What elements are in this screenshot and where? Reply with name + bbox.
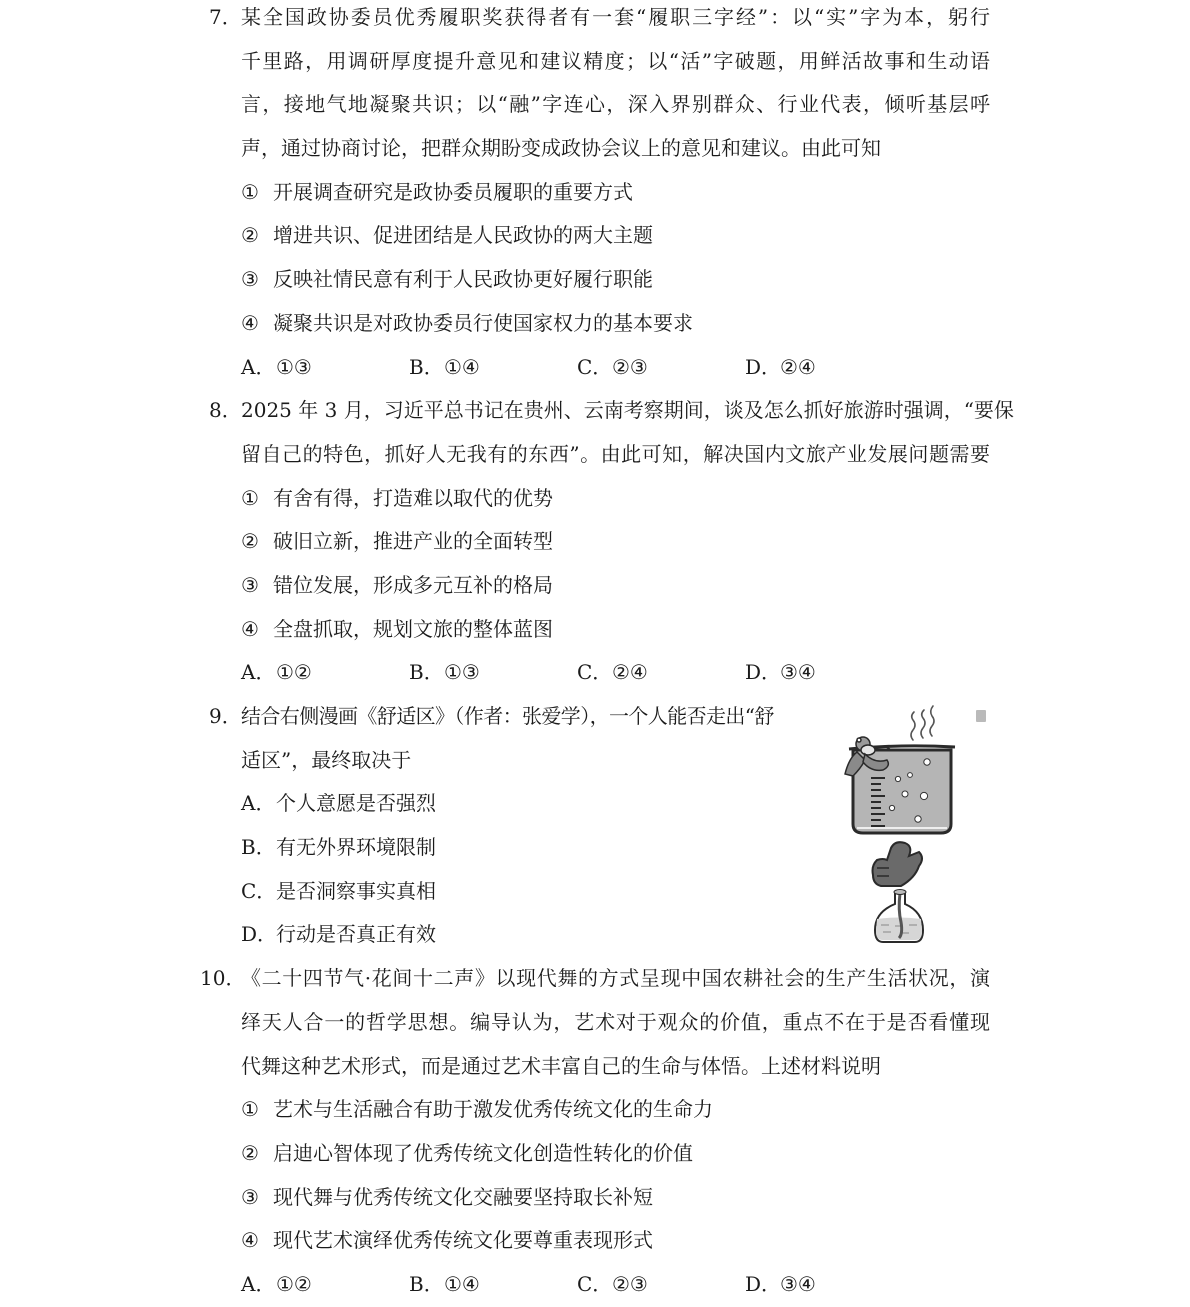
- choice-label: C．: [577, 1271, 613, 1296]
- oil-lamp-flask-icon: [875, 890, 923, 943]
- statement-text: 艺术与生活融合有助于激发优秀传统文化的生命力: [273, 1097, 713, 1122]
- statement-item: [0, 214, 1190, 258]
- statement-text: 错位发展，形成多元互补的格局: [273, 572, 553, 597]
- statement-text: 开展调查研究是政协委员履职的重要方式: [273, 179, 633, 204]
- choice-label: B．: [409, 660, 444, 685]
- stem-text: 绎天人合一的哲学思想。编导认为，艺术对于观众的价值，重点不在于是否看懂现: [241, 1009, 990, 1034]
- choice-b[interactable]: [409, 346, 480, 390]
- choice-b[interactable]: [409, 1263, 480, 1307]
- statement-item: [0, 564, 1190, 608]
- choice-value: ③④: [780, 660, 816, 685]
- choice-d[interactable]: [745, 1263, 816, 1307]
- statement-text: 现代舞与优秀传统文化交融要坚持取长补短: [273, 1184, 653, 1209]
- circled-number-2: ②: [241, 1140, 259, 1165]
- steam-icon: [911, 706, 934, 740]
- statement-item: [0, 1176, 1190, 1220]
- question-number: 8．: [209, 398, 242, 423]
- question-stem-line: [0, 1001, 1190, 1045]
- circled-number-3: ③: [241, 572, 259, 597]
- choice-label: B．: [241, 835, 276, 860]
- choice-text: 有无外界环境限制: [276, 835, 436, 860]
- question-stem-line: [0, 40, 1190, 84]
- choice-value: ①③: [276, 354, 312, 379]
- choice-value: ②③: [612, 1271, 648, 1296]
- choice-a[interactable]: [241, 346, 312, 390]
- choice-label: B．: [409, 1271, 444, 1296]
- choice-value: ③④: [780, 1271, 816, 1296]
- stem-text: 声，通过协商讨论，把群众期盼变成政协会议上的意见和建议。由此可知: [241, 136, 881, 161]
- choice-text: 是否洞察事实真相: [276, 878, 436, 903]
- choice-value: ①②: [276, 1271, 312, 1296]
- choice-c[interactable]: [577, 346, 648, 390]
- choice-label: A．: [241, 1271, 276, 1296]
- answer-choices: [0, 1263, 1190, 1307]
- thumbs-up-icon: [873, 842, 923, 886]
- statement-item: [0, 171, 1190, 215]
- choice-a[interactable]: [241, 1263, 312, 1307]
- statement-text: 现代艺术演绎优秀传统文化要尊重表现形式: [273, 1228, 653, 1253]
- question-stem-line: [0, 127, 1190, 171]
- statement-item: [0, 302, 1190, 346]
- circled-number-1: ①: [241, 485, 259, 510]
- question-7: [0, 0, 1190, 389]
- statement-text: 凝聚共识是对政协委员行使国家权力的基本要求: [273, 310, 693, 335]
- statement-text: 全盘抓取，规划文旅的整体蓝图: [273, 616, 553, 641]
- choice-d[interactable]: [745, 651, 816, 695]
- statement-item: [0, 1088, 1190, 1132]
- question-stem-line: [0, 389, 1190, 433]
- circled-number-1: ①: [241, 1097, 259, 1122]
- question-9: [0, 695, 1190, 957]
- question-stem-line: [0, 957, 1190, 1001]
- statement-text: 反映社情民意有利于人民政协更好履行职能: [273, 267, 653, 292]
- stem-text: 《二十四节气·花间十二声》以现代舞的方式呈现中国农耕社会的生产生活状况，演: [241, 966, 990, 991]
- scan-mark-icon: [976, 710, 986, 722]
- question-number: 10．: [200, 966, 246, 991]
- stem-text: 千里路，用调研厚度提升意见和建议精度；以“活”字破题，用鲜活故事和生动语: [241, 48, 990, 73]
- circled-number-3: ③: [241, 1184, 259, 1209]
- choice-label: A．: [241, 660, 276, 685]
- choice-value: ①③: [444, 660, 480, 685]
- choice-label: D．: [745, 354, 782, 379]
- question-stem-line: [0, 0, 1190, 40]
- answer-choices: [0, 651, 1190, 695]
- question-stem-line: [0, 739, 1190, 783]
- circled-number-2: ②: [241, 529, 259, 554]
- choice-value: ②④: [612, 660, 648, 685]
- statement-item: [0, 477, 1190, 521]
- statement-item: [0, 1132, 1190, 1176]
- choice-label: C．: [577, 660, 613, 685]
- choice-b[interactable]: [409, 651, 480, 695]
- statement-item: [0, 608, 1190, 652]
- statement-item: [0, 258, 1190, 302]
- choice-value: ①②: [276, 660, 312, 685]
- stem-text: 留自己的特色，抓好人无我有的东西”。由此可知，解决国内文旅产业发展问题需要: [241, 441, 990, 466]
- stem-text: 言，接地气地凝聚共识；以“融”字连心，深入界别群众、行业代表，倾听基层呼: [241, 92, 990, 117]
- choice-label: C．: [241, 878, 277, 903]
- choice-value: ①④: [444, 354, 480, 379]
- stem-text: 2025 年 3 月，习近平总书记在贵州、云南考察期间，谈及怎么抓好旅游时强调，“要保: [241, 398, 1014, 423]
- choice-label: D．: [745, 1271, 782, 1296]
- stem-text: 某全国政协委员优秀履职奖获得者有一套“履职三字经”：以“实”字为本，躬行: [241, 5, 990, 29]
- statement-text: 增进共识、促进团结是人民政协的两大主题: [273, 223, 653, 248]
- stem-text: 代舞这种艺术形式，而是通过艺术丰富自己的生命与体悟。上述材料说明: [241, 1053, 881, 1078]
- choice-value: ②③: [612, 354, 648, 379]
- choice-value: ①④: [444, 1271, 480, 1296]
- question-8: [0, 389, 1190, 695]
- circled-number-4: ④: [241, 1228, 259, 1253]
- circled-number-2: ②: [241, 223, 259, 248]
- statement-item: [0, 520, 1190, 564]
- statement-item: [0, 1219, 1190, 1263]
- circled-number-4: ④: [241, 310, 259, 335]
- choice-a[interactable]: [0, 782, 1190, 826]
- choice-label: D．: [745, 660, 782, 685]
- question-stem-line: [0, 83, 1190, 127]
- choice-a[interactable]: [241, 651, 312, 695]
- circled-number-1: ①: [241, 179, 259, 204]
- choice-c[interactable]: [577, 651, 648, 695]
- question-stem-line: [0, 1045, 1190, 1089]
- choice-label: D．: [241, 922, 278, 947]
- question-number: 9．: [209, 704, 242, 728]
- question-stem-line: [0, 433, 1190, 477]
- choice-c[interactable]: [577, 1263, 648, 1307]
- circled-number-4: ④: [241, 616, 259, 641]
- choice-label: C．: [577, 354, 613, 379]
- choice-d[interactable]: [0, 913, 1190, 957]
- answer-choices: [0, 346, 1190, 390]
- stem-text: 结合右侧漫画《舒适区》（作者：张爱学），一个人能否走出“舒: [241, 704, 774, 728]
- question-number: 7．: [209, 5, 242, 29]
- statement-text: 有舍有得，打造难以取代的优势: [273, 485, 553, 510]
- statement-text: 破旧立新，推进产业的全面转型: [273, 529, 553, 554]
- choice-label: B．: [409, 354, 444, 379]
- statement-text: 启迪心智体现了优秀传统文化创造性转化的价值: [273, 1140, 693, 1165]
- comfort-zone-comic-icon: [835, 700, 960, 950]
- choice-text: 个人意愿是否强烈: [276, 791, 436, 816]
- choice-label: A．: [241, 791, 276, 816]
- stem-text: 适区”，最终取决于: [241, 747, 412, 772]
- circled-number-3: ③: [241, 267, 259, 292]
- choice-label: A．: [241, 354, 276, 379]
- choice-value: ②④: [780, 354, 816, 379]
- choice-d[interactable]: [745, 346, 816, 390]
- choice-c[interactable]: [0, 870, 1190, 914]
- choice-text: 行动是否真正有效: [276, 922, 436, 947]
- choice-b[interactable]: [0, 826, 1190, 870]
- question-10: [0, 957, 1190, 1307]
- question-stem-line: [0, 695, 1190, 739]
